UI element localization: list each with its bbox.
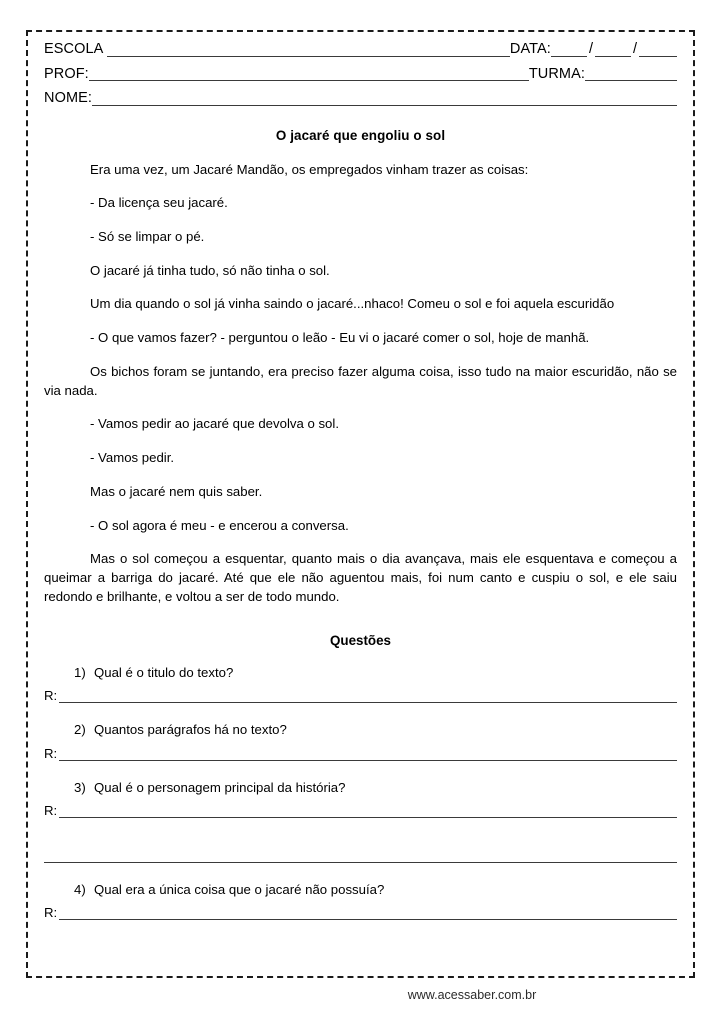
- story-paragraph: O jacaré já tinha tudo, só não tinha o sol.: [90, 262, 330, 278]
- answer-input-line[interactable]: [44, 850, 677, 863]
- question-item: [44, 721, 677, 739]
- date-day-input-line[interactable]: [551, 43, 587, 57]
- prof-label: PROF:: [44, 65, 89, 82]
- story-title: O jacaré que engoliu o sol: [275, 127, 446, 143]
- answer-label: R:: [44, 803, 58, 818]
- story-paragraph: - Vamos pedir.: [90, 450, 175, 466]
- answer-input-line[interactable]: [59, 690, 677, 703]
- worksheet-frame: [26, 30, 695, 978]
- answer-label: R:: [44, 745, 58, 761]
- story-paragraph: - Da licença seu jacaré.: [90, 195, 228, 211]
- answer-row-continuation: [44, 850, 677, 863]
- turma-label: TURMA:: [528, 65, 585, 82]
- question-text: Qual é o personagem principal da história?: [94, 779, 346, 795]
- answer-input-line[interactable]: [59, 748, 677, 761]
- question-number: 3): [74, 779, 86, 795]
- question-text: Qual era a única coisa que o jacaré não possuía?: [94, 882, 385, 897]
- question-text: Quantos parágrafos há no texto?: [94, 722, 287, 738]
- nome-label: NOME:: [44, 90, 93, 106]
- answer-row: [44, 688, 677, 703]
- question-number: 4): [74, 882, 86, 897]
- question-item: [44, 881, 677, 899]
- date-slash-1: /: [588, 41, 593, 57]
- story-section: [44, 126, 677, 607]
- question-item: [44, 664, 677, 682]
- story-paragraph: - O que vamos fazer? - perguntou o leão - Eu vi o jacaré comer o sol, hoje de manhã.: [90, 330, 590, 346]
- escola-input-line[interactable]: [107, 43, 509, 57]
- answer-row: [44, 905, 677, 920]
- story-paragraph: Um dia quando o sol já vinha saindo o jacaré...nhaco! Comeu o sol e foi aquela escuridão: [90, 296, 615, 312]
- answer-label: R:: [44, 905, 58, 921]
- escola-date-row: [44, 42, 677, 57]
- nome-input-line[interactable]: [92, 92, 677, 106]
- turma-input-line[interactable]: [585, 67, 677, 81]
- answer-input-line[interactable]: [59, 805, 677, 818]
- answer-row: [44, 746, 677, 761]
- prof-input-line[interactable]: [89, 67, 529, 81]
- date-month-input-line[interactable]: [595, 43, 631, 57]
- footer: [0, 988, 724, 1002]
- nome-row: [44, 91, 677, 106]
- questions-title: Questões: [329, 632, 392, 648]
- date-year-input-line[interactable]: [639, 43, 677, 57]
- question-text: Qual é o titulo do texto?: [94, 664, 234, 680]
- question-item: [44, 779, 677, 797]
- prof-turma-row: [44, 67, 677, 82]
- question-number: 1): [74, 664, 86, 680]
- data-label: DATA:: [509, 41, 551, 57]
- answer-row: [44, 803, 677, 818]
- date-slash-2: /: [632, 41, 637, 57]
- answer-label: R:: [44, 688, 58, 704]
- questions-section: [44, 633, 677, 921]
- identification-block: [44, 42, 677, 106]
- story-paragraph: Mas o jacaré nem quis saber.: [90, 483, 263, 499]
- question-number: 2): [74, 722, 86, 738]
- story-paragraph: - O sol agora é meu - e encerou a conversa.: [90, 517, 349, 533]
- story-paragraph: - Só se limpar o pé.: [90, 229, 205, 244]
- escola-label: ESCOLA: [44, 41, 104, 57]
- footer-site-url: www.acessaber.com.br: [407, 988, 537, 1002]
- answer-input-line[interactable]: [59, 907, 677, 920]
- story-paragraph: Mas o sol começou a esquentar, quanto mais o dia avançava, mais ele esquentava e começou a queimar a barriga do jacaré. Até que ele não aguentou mais, foi num canto e cuspiu o sol, e ele saiu redondo e brilhante, e voltou a ser de todo mundo.: [44, 551, 677, 604]
- story-paragraph: Era uma vez, um Jacaré Mandão, os empregados vinham trazer as coisas:: [90, 161, 529, 177]
- spacer: [44, 836, 677, 850]
- story-paragraph: Os bichos foram se juntando, era preciso fazer alguma coisa, isso tudo na maior escuridão, não se via nada.: [44, 363, 677, 398]
- story-paragraph: - Vamos pedir ao jacaré que devolva o sol.: [90, 416, 339, 432]
